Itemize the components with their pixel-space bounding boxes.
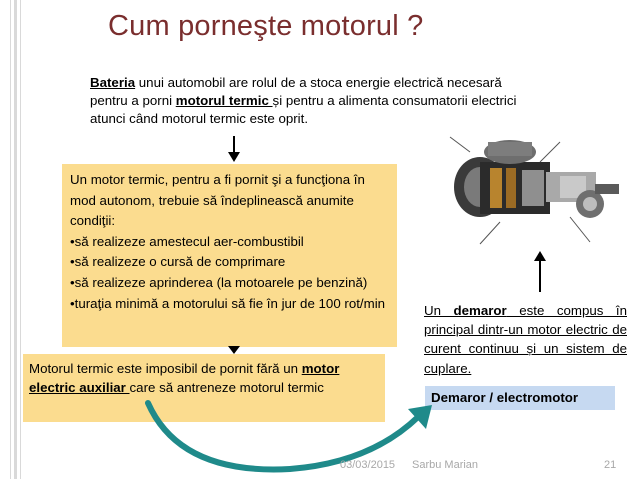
condition-item: •turaţia minimă a motorului să fie în jur de 100 rot/min (70, 295, 386, 311)
engine-keyword: motorul termic (175, 93, 273, 108)
impossible-text: Motorul termic este imposibil de pornit fără un (29, 361, 302, 376)
decor-line (10, 0, 11, 479)
decor-line (20, 0, 21, 479)
up-arrow-shaft (539, 260, 541, 292)
starter-text: Un (424, 303, 454, 318)
intro-text: și pentru a alimenta consumatorii electrici atunci când motorul termic este oprit. (90, 93, 517, 126)
starter-description (424, 301, 627, 378)
starter-keyword: demaror (453, 303, 507, 318)
condition-item: •să realizeze aprinderea (la motoarele pe benzină) (70, 274, 368, 290)
starter-text: este compus în principal dintr-un motor electric de curent continuu și un sistem de cuplare. (424, 303, 627, 376)
conditions-box (62, 164, 397, 347)
condition-item: •să realizeze amestecul aer-combustibil (70, 233, 304, 249)
starter-label: Demaror / electromotor (425, 386, 615, 410)
intro-paragraph (90, 74, 530, 128)
decor-line (14, 0, 17, 479)
starter-motor-image (440, 132, 625, 250)
footer-page-number: 21 (604, 459, 617, 471)
up-arrow-icon (534, 251, 546, 261)
auxiliary-motor-keyword: motor electric auxiliar (29, 361, 340, 395)
conditions-intro: Un motor termic, pentru a fi pornit şi a funcţiona în mod autonom, trebuie să îndeplinească anumite condiţii: (70, 172, 365, 229)
impossible-text: care să antreneze motorul termic (129, 380, 324, 395)
down-arrow-icon (228, 346, 240, 354)
battery-keyword: Bateria (90, 75, 136, 90)
condition-item: •să realizeze o cursă de comprimare (70, 254, 286, 270)
page-title: Cum porneşte motorul ? (108, 10, 424, 42)
intro-text: unui automobil are rolul de a stoca energie electrică necesară pentru a porni (90, 75, 502, 108)
footer-date: 03/03/2015 (340, 459, 396, 471)
footer-author: Sarbu Marian (412, 459, 479, 471)
down-arrow-icon (228, 152, 240, 162)
